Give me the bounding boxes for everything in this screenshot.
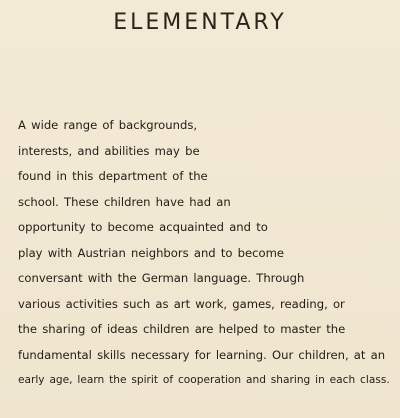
paragraph-line: found in this department of the	[18, 169, 208, 183]
paragraph-line: fundamental skills necessary for learning. Our children, at an	[18, 347, 386, 362]
body-paragraph	[18, 113, 396, 394]
paragraph-line: various activities such as art work, games, reading, or	[18, 296, 345, 311]
paragraph-line: conversant with the German language. Through	[18, 271, 305, 285]
paragraph-line: opportunity to become acquainted and to	[18, 220, 268, 234]
paragraph-line: interests, and abilities may be	[18, 143, 200, 158]
paragraph-line: early age, learn the spirit of cooperation and sharing in each class.	[18, 374, 390, 386]
paragraph-line: school. These children have had an	[18, 194, 231, 209]
paragraph-line: A wide range of backgrounds,	[18, 118, 198, 132]
paragraph-line: the sharing of ideas children are helped to master the	[18, 322, 346, 336]
paragraph-line: play with Austrian neighbors and to become	[18, 245, 285, 260]
page-title: ELEMENTARY	[113, 10, 287, 35]
